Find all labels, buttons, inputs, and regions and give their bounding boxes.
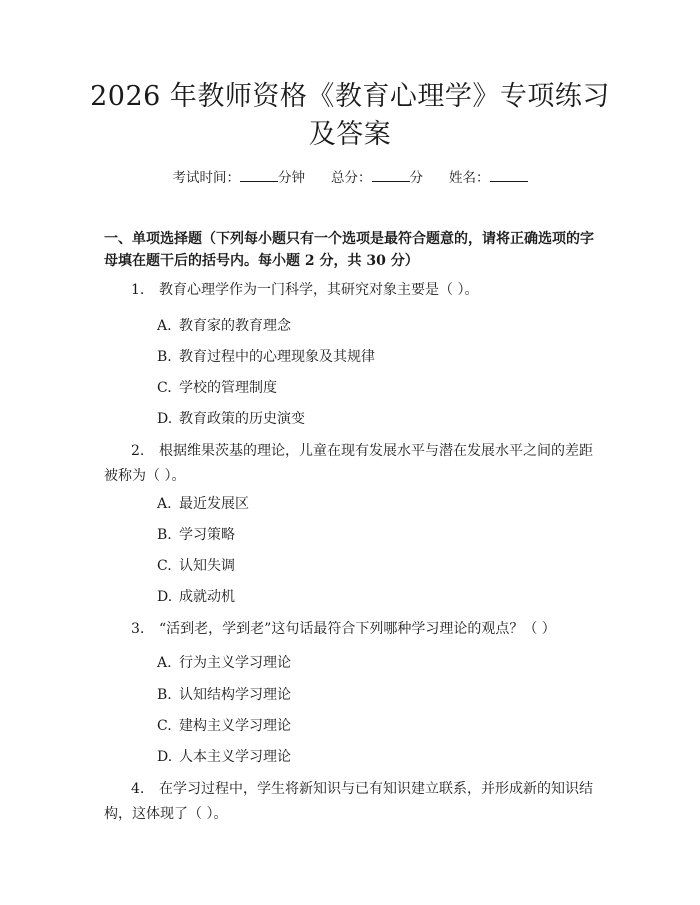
option-text: 建构主义学习理论 (179, 718, 291, 734)
question-1-option-c (157, 378, 597, 398)
question-2-option-d (157, 587, 597, 607)
option-letter: C. (157, 558, 172, 574)
question-number: 2. (131, 443, 145, 459)
question-2-option-b (157, 525, 597, 545)
option-text: 认知失调 (179, 558, 235, 574)
question-1-option-d (157, 409, 597, 429)
question-2-option-a (157, 494, 597, 514)
question-3-option-a (157, 653, 597, 673)
option-text: 教育过程中的心理现象及其规律 (179, 349, 375, 365)
option-text: 最近发展区 (179, 496, 249, 512)
option-letter: A. (157, 318, 172, 334)
question-3-option-c (157, 716, 597, 736)
option-text: 教育家的教育理念 (179, 318, 291, 334)
question-number: 4. (131, 781, 145, 797)
document-title: 2026 年教师资格《教育心理学》专项练习及答案 (90, 81, 610, 150)
total-score-label: 总分： (331, 170, 372, 186)
option-text: 学校的管理制度 (179, 380, 277, 396)
option-letter: B. (157, 687, 172, 703)
question-text: 根据维果茨基的理论，儿童在现有发展水平与潜在发展水平之间的差距被称为（ ）。 (104, 443, 593, 484)
exam-time-unit: 分钟 (278, 170, 305, 186)
option-letter: C. (157, 718, 172, 734)
section-header: 一、单项选择题（下列每小题只有一个选项是最符合题意的，请将正确选项的字母填在题干后的括号内。每小题 2 分，共 30 分） (104, 231, 594, 269)
question-4 (104, 777, 604, 827)
question-2 (104, 439, 604, 489)
option-text: 人本主义学习理论 (179, 749, 291, 765)
option-text: 行为主义学习理论 (179, 655, 291, 671)
exam-info-line (0, 168, 700, 188)
option-text: 成就动机 (179, 589, 235, 605)
question-3-option-d (157, 747, 597, 767)
question-text: “活到老，学到老”这句话最符合下列哪种学习理论的观点？（ ） (159, 621, 556, 637)
option-text: 教育政策的历史演变 (179, 411, 305, 427)
exam-time-label: 考试时间： (172, 170, 240, 186)
question-2-option-c (157, 556, 597, 576)
option-letter: B. (157, 527, 172, 543)
name-blank (490, 168, 528, 182)
question-3 (104, 617, 604, 642)
option-text: 学习策略 (179, 527, 235, 543)
question-text: 在学习过程中，学生将新知识与已有知识建立联系，并形成新的知识结构，这体现了（ ）。 (104, 781, 593, 822)
total-score-unit: 分 (409, 170, 423, 186)
option-letter: D. (157, 411, 173, 427)
exam-time-blank (240, 168, 278, 182)
option-letter: A. (157, 496, 172, 512)
question-1-option-a (157, 316, 597, 336)
question-1 (104, 278, 604, 303)
question-1-option-b (157, 347, 597, 367)
option-letter: A. (157, 655, 172, 671)
question-text: 教育心理学作为一门科学，其研究对象主要是（ ）。 (159, 282, 479, 298)
option-letter: B. (157, 349, 172, 365)
option-letter: C. (157, 380, 172, 396)
option-text: 认知结构学习理论 (179, 687, 291, 703)
option-letter: D. (157, 589, 173, 605)
name-label: 姓名： (449, 170, 490, 186)
option-letter: D. (157, 749, 173, 765)
total-score-blank (372, 168, 410, 182)
question-number: 3. (131, 621, 145, 637)
question-3-option-b (157, 685, 597, 705)
question-number: 1. (131, 282, 145, 298)
